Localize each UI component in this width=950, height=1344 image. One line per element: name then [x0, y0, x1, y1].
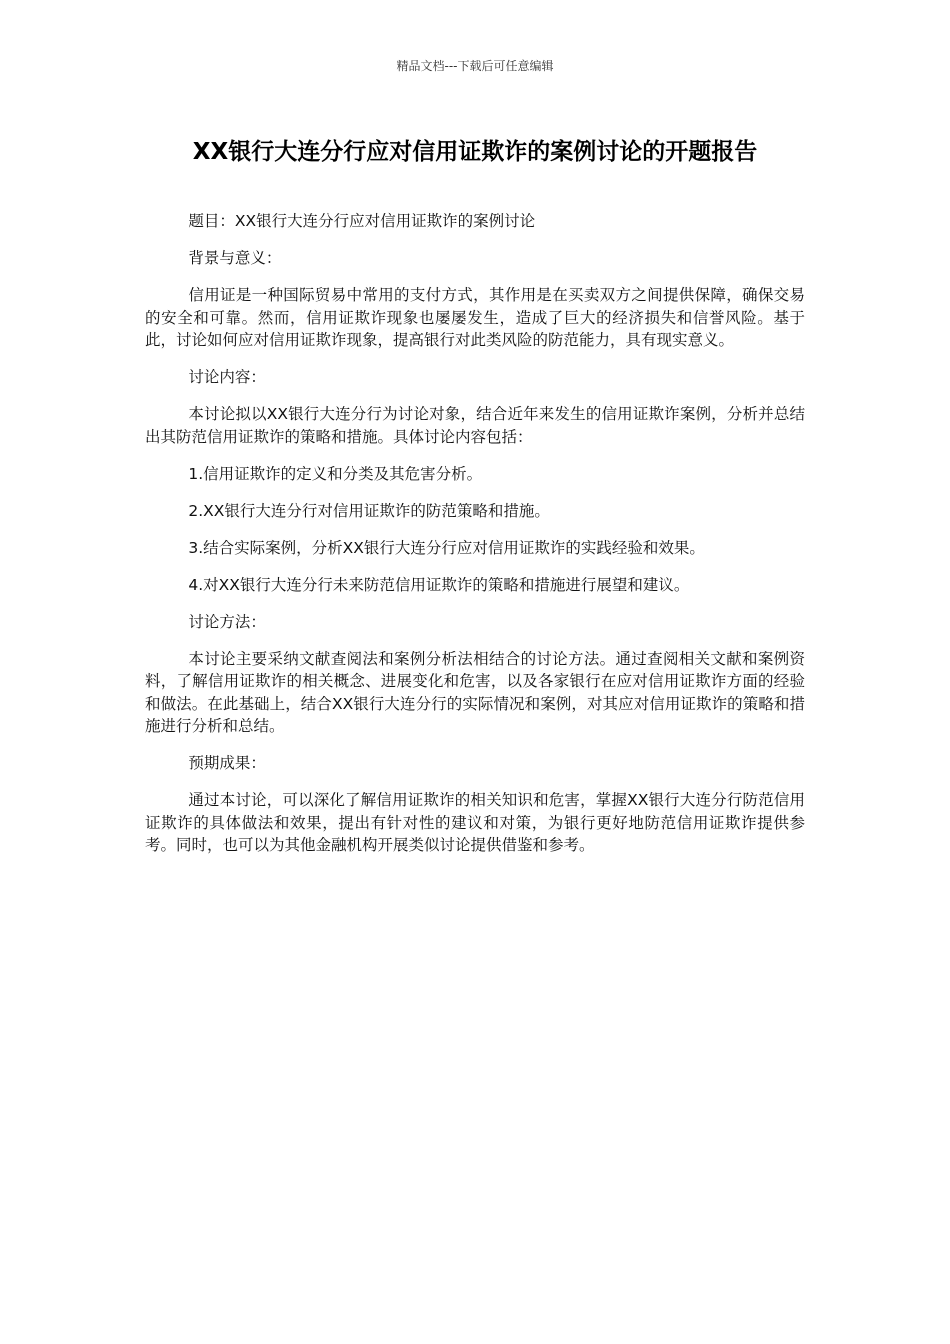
document-title: XX银行大连分行应对信用证欺诈的案例讨论的开题报告 — [192, 139, 758, 165]
results-paragraph: 通过本讨论，可以深化了解信用证欺诈的相关知识和危害，掌握XX银行大连分行防范信用证欺诈的具体做法和效果，提出有针对性的建议和对策，为银行更好地防范信用证欺诈提供参考。同时，也可以为其他金融机构开展类似讨论提供借鉴和参考。 — [145, 791, 805, 854]
content-paragraph: 本讨论拟以XX银行大连分行为讨论对象，结合近年来发生的信用证欺诈案例，分析并总结出其防范信用证欺诈的策略和措施。具体讨论内容包括： — [145, 405, 805, 446]
page-header: 精品文档---下载后可任意编辑 — [396, 59, 554, 73]
document-body — [145, 210, 805, 871]
method-paragraph: 本讨论主要采纳文献查阅法和案例分析法相结合的讨论方法。通过查阅相关文献和案例资料，了解信用证欺诈的相关概念、进展变化和危害，以及各家银行在应对信用证欺诈方面的经验和做法。在此基础上，结合XX银行大连分行的实际情况和案例，对其应对信用证欺诈的策略和措施进行分析和总结。 — [145, 649, 805, 735]
topic-line: 题目：XX银行大连分行应对信用证欺诈的案例讨论 — [188, 212, 536, 230]
section-heading-content: 讨论内容： — [188, 368, 266, 386]
section-heading-results: 预期成果： — [188, 754, 266, 772]
content-item-2: 2.XX银行大连分行对信用证欺诈的防范策略和措施。 — [188, 501, 550, 520]
content-item-1: 1.信用证欺诈的定义和分类及其危害分析。 — [188, 464, 483, 483]
section-heading-background: 背景与意义： — [188, 249, 282, 267]
background-paragraph: 信用证是一种国际贸易中常用的支付方式，其作用是在买卖双方之间提供保障，确保交易的安全和可靠。然而，信用证欺诈现象也屡屡发生，造成了巨大的经济损失和信誉风险。基于此，讨论如何应对信用证欺诈现象，提高银行对此类风险的防范能力，具有现实意义。 — [145, 286, 805, 349]
content-item-4: 4.对XX银行大连分行未来防范信用证欺诈的策略和措施进行展望和建议。 — [188, 575, 690, 594]
section-heading-method: 讨论方法： — [188, 612, 266, 631]
content-item-3: 3.结合实际案例，分析XX银行大连分行应对信用证欺诈的实践经验和效果。 — [188, 538, 705, 557]
